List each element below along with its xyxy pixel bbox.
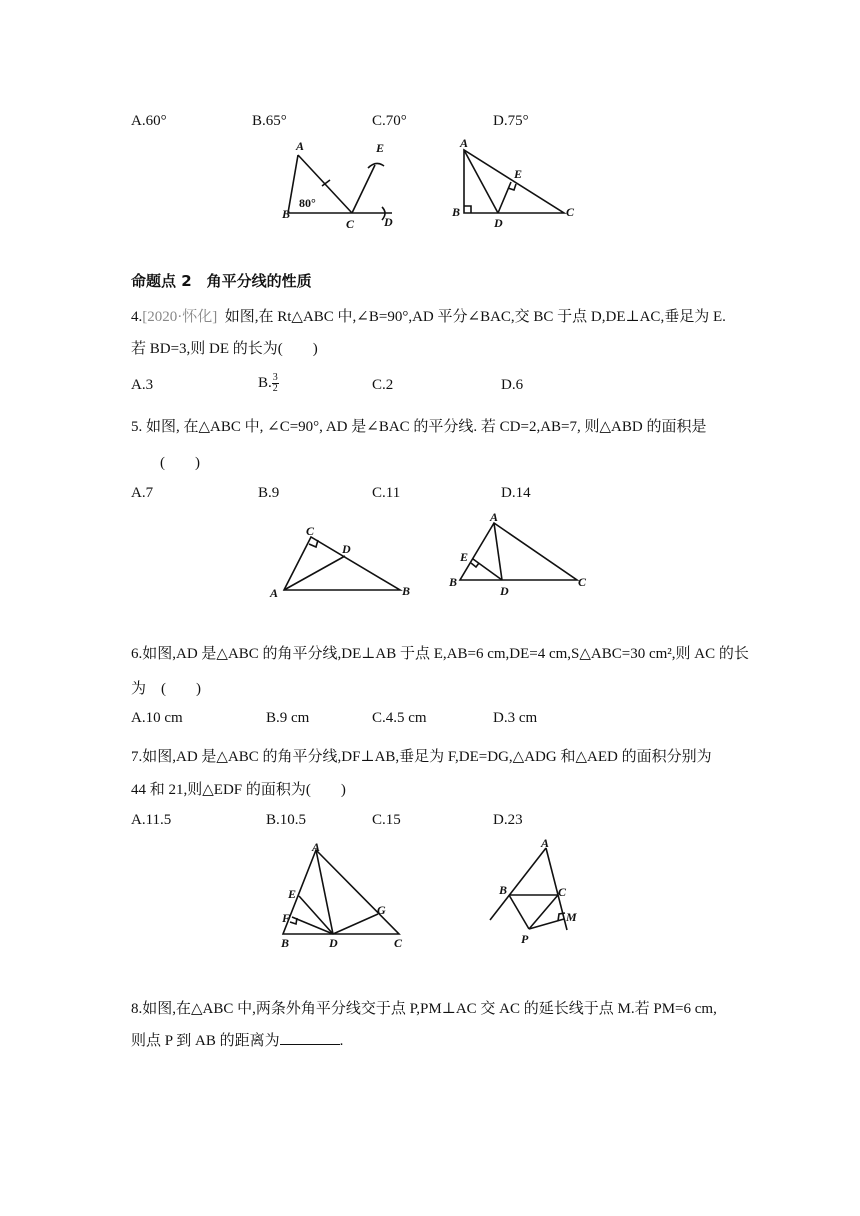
q4-number: 4. (131, 309, 143, 325)
section-title: 命题点 2 角平分线的性质 (131, 272, 312, 290)
label: C (394, 936, 403, 950)
label: C (566, 205, 575, 219)
label: C (346, 217, 355, 231)
answer-blank[interactable] (280, 1030, 340, 1045)
q7-option-d: D.23 (493, 812, 523, 828)
label: D (494, 216, 503, 230)
q4-source: [2020·怀化] (142, 309, 218, 325)
label: D (384, 215, 393, 229)
q3-option-c: C.70° (372, 113, 407, 129)
q4-option-c: C.2 (372, 377, 394, 393)
label: E (288, 887, 297, 901)
label: C (306, 524, 315, 538)
q6-option-d: D.3 cm (493, 710, 538, 726)
q4-option-a: A.3 (131, 377, 154, 393)
q6-option-c: C.4.5 cm (372, 710, 427, 726)
q7-line-1: 7.如图,AD 是△ABC 的角平分线,DF⊥AB,垂足为 F,DE=DG,△ADG 和△AED 的面积分别为 (131, 749, 712, 765)
q7-line-2: 44 和 21,则△EDF 的面积为( ) (131, 782, 346, 798)
q5-option-b: B.9 (258, 485, 280, 501)
label: B (499, 883, 508, 897)
q5-option-d: D.14 (501, 485, 531, 501)
label: P (521, 932, 529, 946)
q4-text: 如图,在 Rt△ABC 中,∠B=90°,AD 平分∠BAC,交 BC 于点 D,DE⊥AC,垂足为 E. (224, 309, 726, 325)
label: B (281, 936, 290, 950)
q3-option-b: B.65° (252, 113, 287, 129)
q8-line-1: 8.如图,在△ABC 中,两条外角平分线交于点 P,PM⊥AC 交 AC 的延长线于点 M.若 PM=6 cm, (131, 1001, 717, 1017)
label: E (376, 141, 385, 155)
segment-bp (509, 895, 529, 929)
q8-line-2: 则点 P 到 AB 的距离为 . (131, 1029, 343, 1050)
q4-option-b: B. $\frac{3}{2}$ (258, 372, 278, 394)
q3-option-a: A.60° (131, 113, 167, 129)
label: F (282, 911, 291, 925)
label: A (541, 836, 550, 850)
label: D (342, 542, 351, 556)
q4-line-2: 若 BD=3,则 DE 的长为( ) (131, 341, 318, 357)
q6-line-1: 6.如图,AD 是△ABC 的角平分线,DE⊥AB 于点 E,AB=6 cm,DE=4 cm,S△ABC=30 cm²,则 AC 的长 (131, 646, 749, 662)
label: A (490, 510, 499, 524)
q6-option-b: B.9 cm (266, 710, 310, 726)
q5-line-2: ( ) (160, 455, 200, 471)
label: B (282, 207, 291, 221)
label: A (296, 139, 305, 153)
q6-line-2: 为 ( ) (131, 681, 201, 697)
label: E (514, 167, 523, 181)
label: E (460, 550, 469, 564)
q7-option-a: A.11.5 (131, 812, 172, 828)
q4-option-d: D.6 (501, 377, 524, 393)
fraction: $\frac{3}{2}$ (272, 372, 278, 394)
label: A (460, 136, 469, 150)
q7-option-c: C.15 (372, 812, 401, 828)
segment-cp (529, 895, 558, 929)
label: M (566, 910, 577, 924)
label: D (329, 936, 338, 950)
angle-label: 80° (299, 196, 316, 210)
label: C (558, 885, 567, 899)
label: C (578, 575, 587, 589)
label: D (500, 584, 509, 598)
label: B (452, 205, 461, 219)
q8-text: 则点 P 到 AB 的距离为 (131, 1033, 280, 1049)
q5-line-1: 5. 如图, 在△ABC 中, ∠C=90°, AD 是∠BAC 的平分线. 若 CD=2,AB=7, 则△ABD 的面积是 (131, 419, 707, 435)
q6-option-a: A.10 cm (131, 710, 183, 726)
label: A (270, 586, 279, 600)
q7-option-b: B.10.5 (266, 812, 307, 828)
label: A (312, 840, 321, 854)
q3-option-d: D.75° (493, 113, 529, 129)
label: B (402, 584, 411, 598)
label: G (377, 903, 386, 917)
label: B (449, 575, 458, 589)
q5-option-a: A.7 (131, 485, 154, 501)
q5-option-c: C.11 (372, 485, 401, 501)
